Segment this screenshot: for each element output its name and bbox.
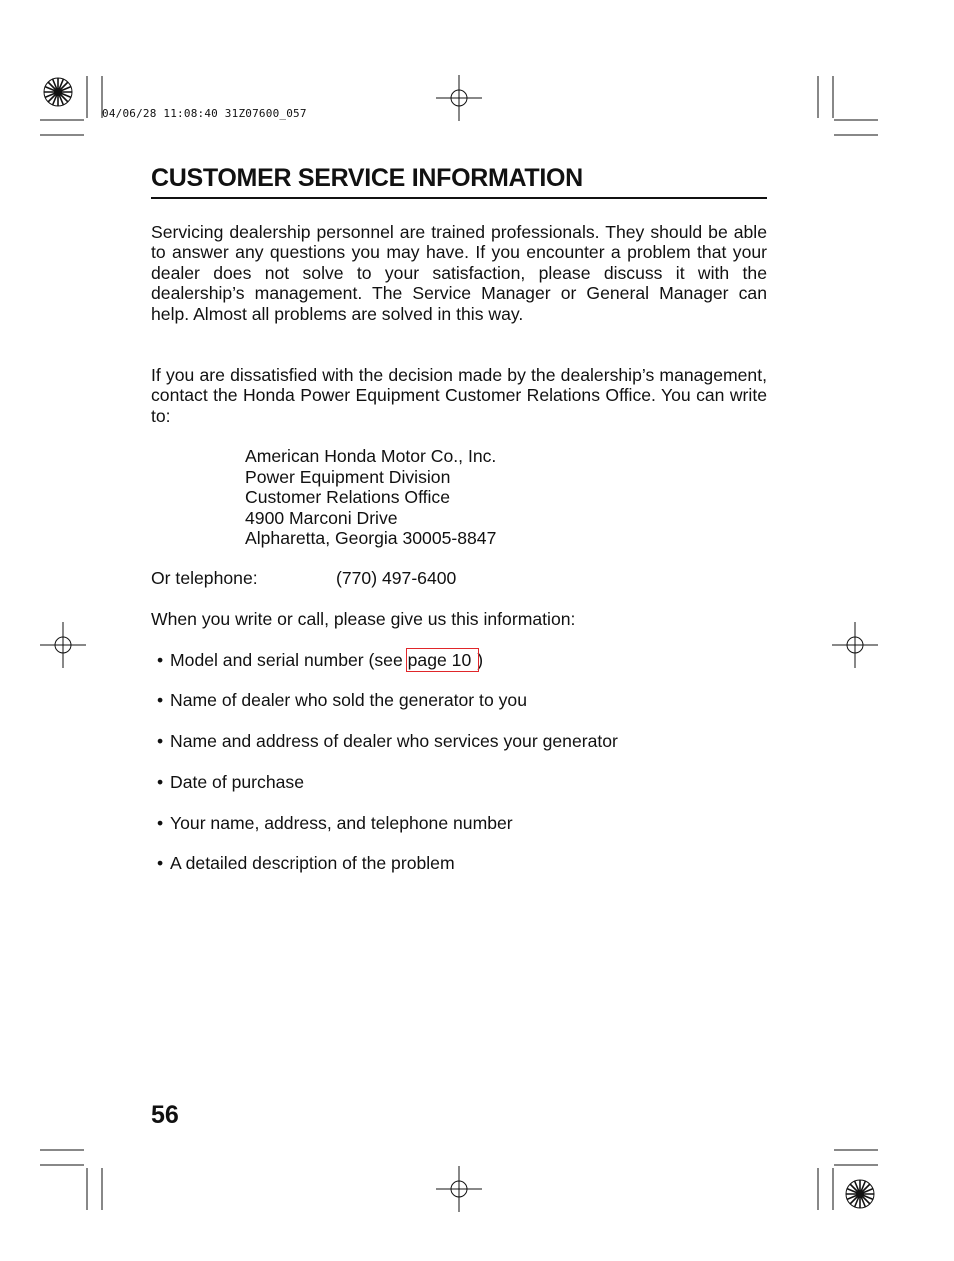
star-target-top-left	[44, 78, 72, 106]
bullet-point: •	[157, 731, 164, 751]
list-item-text-end: )	[477, 650, 484, 670]
print-timestamp: 04/06/28 11:08:40 31Z07600_057	[102, 107, 307, 120]
page-number: 56	[151, 1101, 179, 1129]
paragraph-dealership-personnel: Servicing dealership personnel are trained professionals. They should be able to answer any questions you may have. If you encounter a problem that your dealer does not solve to your satisfaction, please discuss it with the dealership’s management. The Service Manager or General Manager can help. Almost all problems are solved in this way.	[151, 222, 767, 324]
list-item-text: Model and serial number (see	[170, 650, 408, 670]
address-line: Customer Relations Office	[245, 487, 451, 507]
list-item-your-info	[157, 813, 513, 834]
page-title: CUSTOMER SERVICE INFORMATION	[151, 164, 767, 199]
list-item-dealer-sold	[157, 690, 527, 711]
address-line: 4900 Marconi Drive	[245, 507, 398, 528]
bullet-point: •	[157, 690, 164, 710]
registration-crosshair-left	[40, 622, 86, 668]
star-target-bottom-right	[846, 1180, 874, 1208]
list-item-text: Date of purchase	[170, 772, 304, 792]
list-item-text: Name of dealer who sold the generator to you	[170, 690, 527, 710]
list-item-model-serial	[157, 650, 483, 671]
bullet-point: •	[157, 853, 164, 873]
page-10-link[interactable]: page 10	[408, 650, 478, 670]
list-item-text: Your name, address, and telephone number	[170, 813, 513, 833]
telephone-label: Or telephone:	[151, 568, 258, 588]
list-item-problem	[157, 853, 455, 874]
registration-crosshair-right	[832, 622, 878, 668]
list-item-text: Name and address of dealer who services your generator	[170, 731, 618, 751]
telephone-row	[151, 568, 456, 589]
list-item-dealer-services	[157, 731, 618, 752]
list-item-purchase-date	[157, 772, 304, 793]
info-intro: When you write or call, please give us this information:	[151, 609, 576, 629]
registration-crosshair-bottom	[436, 1166, 482, 1212]
bullet-point: •	[157, 813, 164, 833]
address-line: American Honda Motor Co., Inc.	[245, 446, 497, 466]
address-line: Alpharetta, Georgia 30005-8847	[245, 528, 497, 548]
mailing-address	[245, 446, 496, 549]
bullet-point: •	[157, 650, 164, 670]
telephone-number: (770) 497-6400	[336, 568, 457, 588]
paragraph-contact-honda: If you are dissatisfied with the decision made by the dealership’s management, contact the Honda Power Equipment Customer Relations Office. You can write to:	[151, 365, 767, 426]
registration-crosshair-top	[436, 75, 482, 121]
list-item-text: A detailed description of the problem	[170, 853, 455, 873]
address-line: Power Equipment Division	[245, 466, 451, 487]
bullet-point: •	[157, 772, 164, 792]
